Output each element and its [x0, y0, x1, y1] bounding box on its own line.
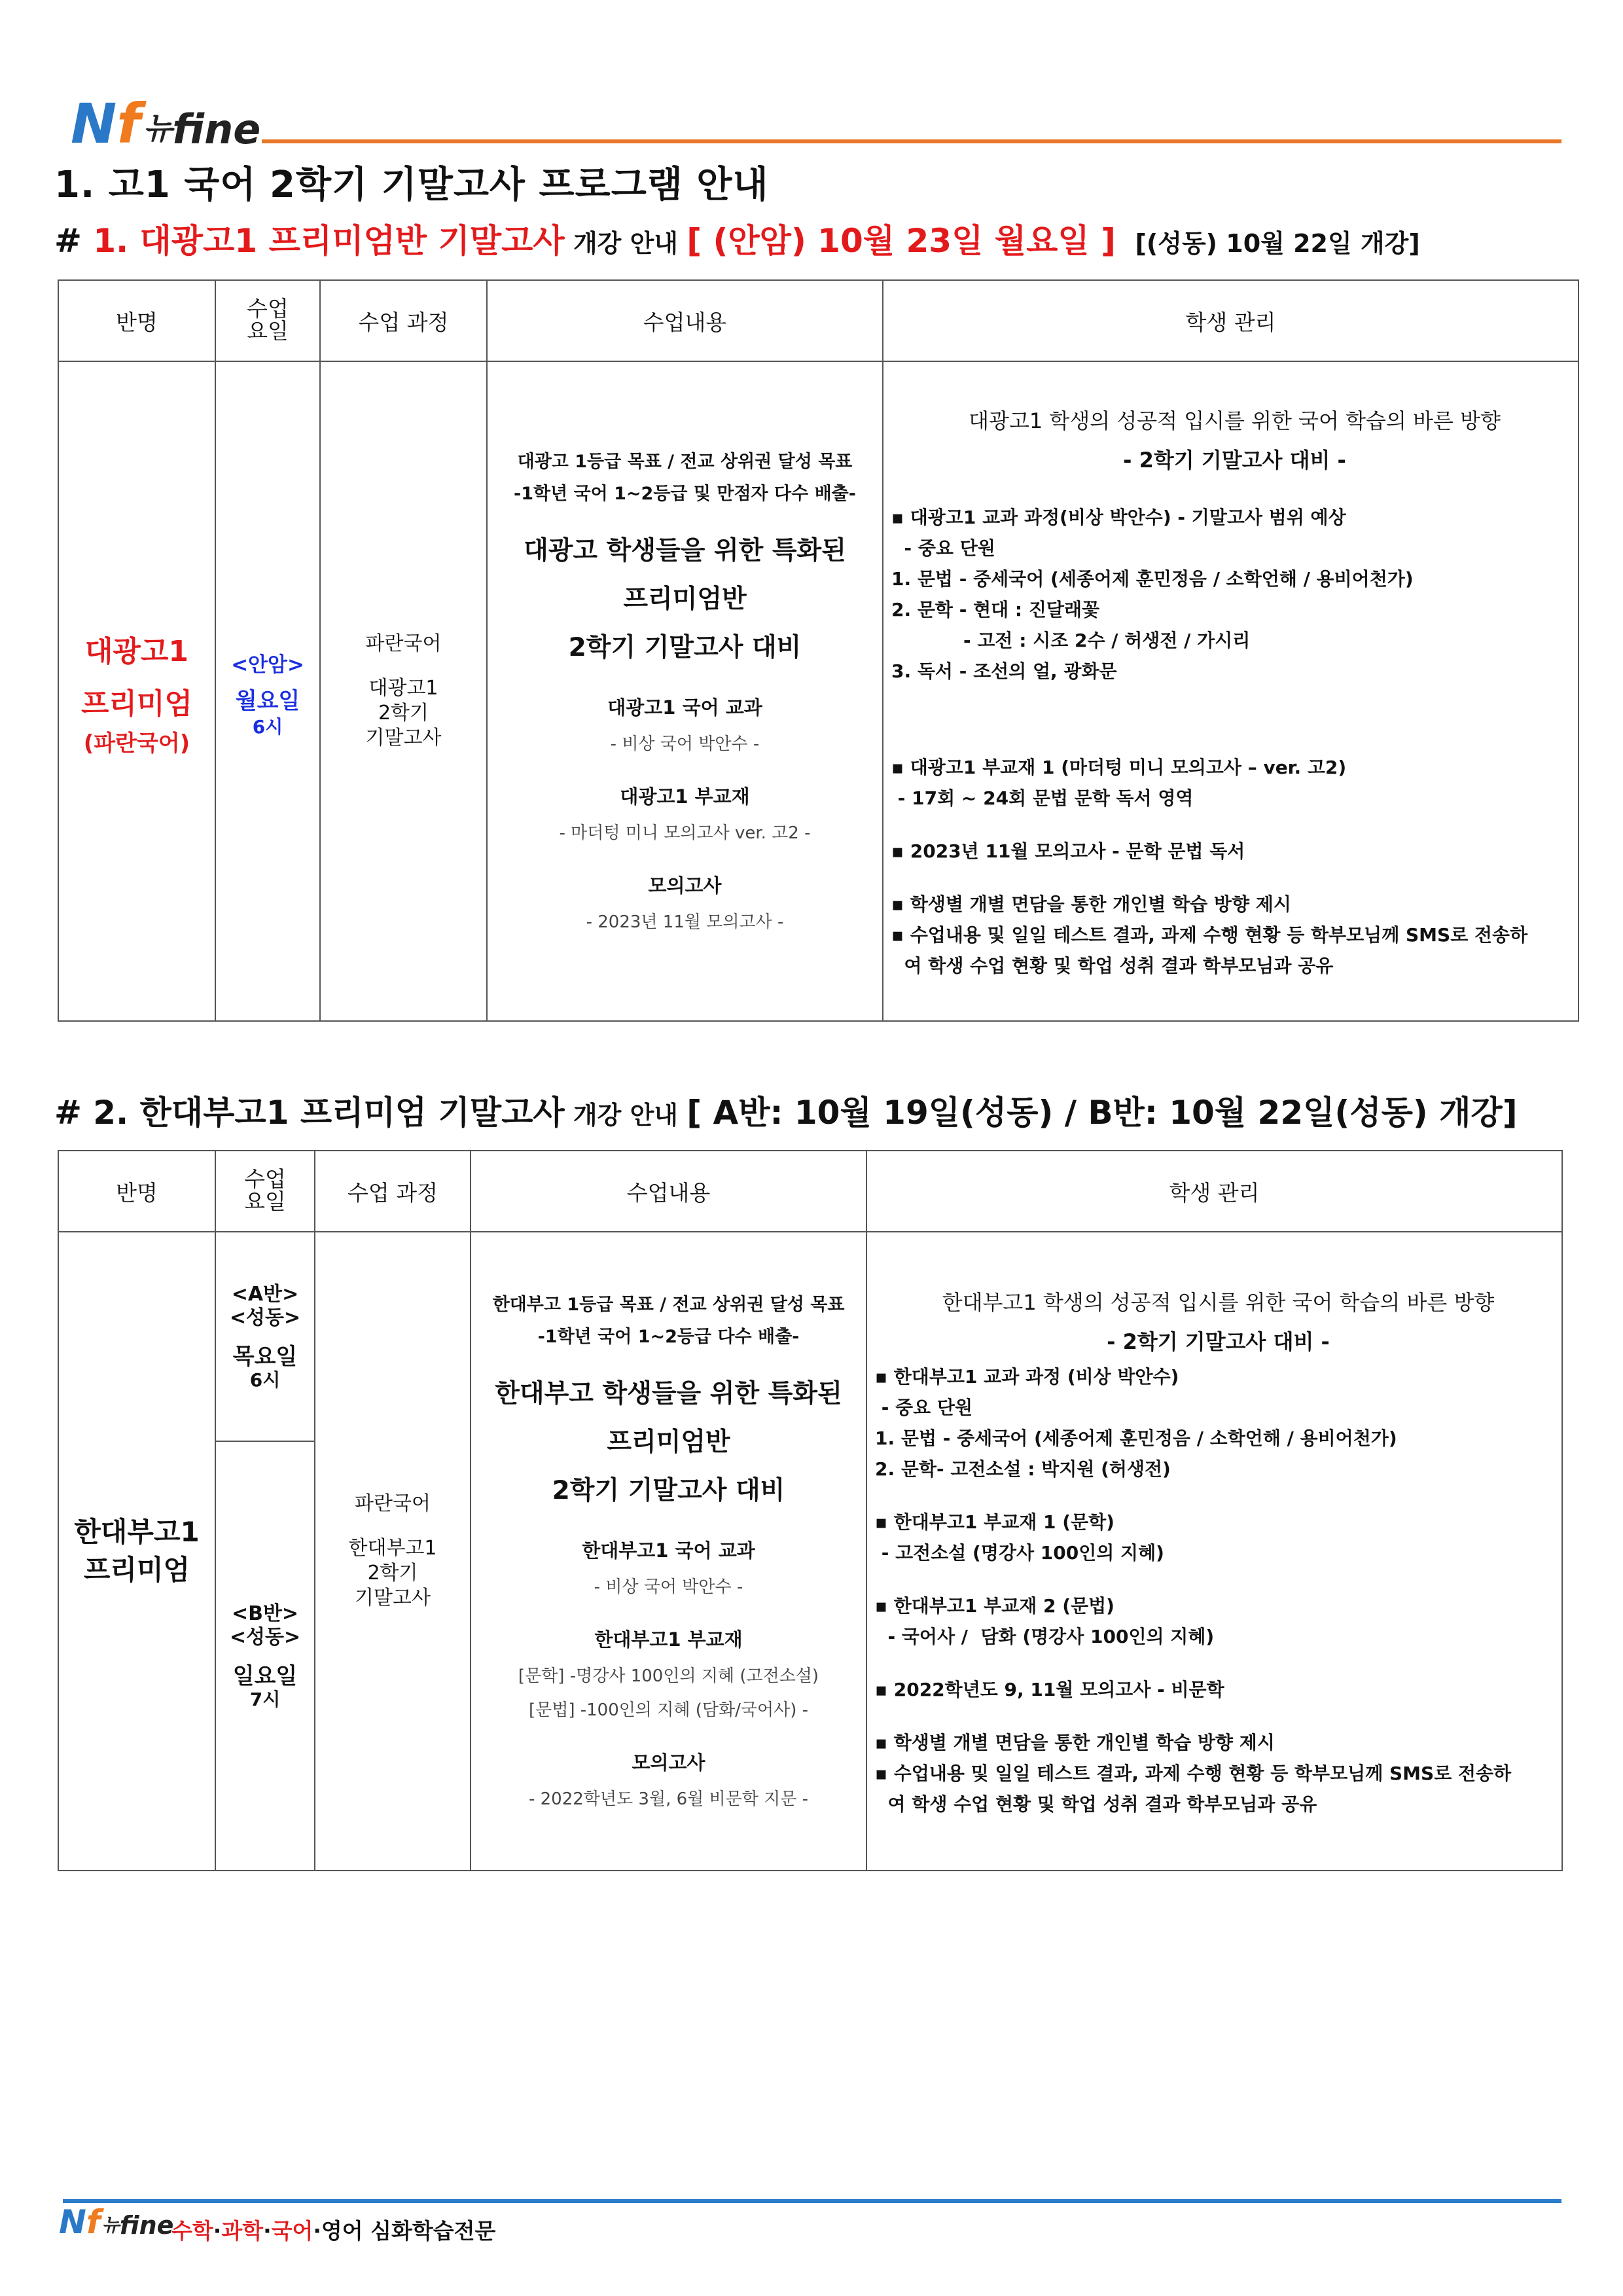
mgmt-line: ▪ 수업내용 및 일일 테스트 결과, 과제 수행 현황 등 학부모님께 SMS로 전송하 [891, 924, 1528, 946]
class-name-cell [58, 361, 215, 1021]
course-4: 기말고사 [355, 1587, 431, 1609]
mgmt-line: - 중요 단원 [875, 1397, 973, 1418]
footer-dot: · [213, 2218, 222, 2244]
course-1: 파란국어 [355, 1492, 431, 1515]
course-cell [315, 1232, 471, 1871]
footer-specialty: 심화학습전문 [370, 2218, 496, 2244]
footer-subject: 국어 [271, 2218, 313, 2244]
header-content: 수업내용 [487, 280, 883, 361]
mgmt-title-1: 대광고1 학생의 성공적 입시를 위한 국어 학습의 바른 방향 [969, 408, 1501, 433]
header-content: 수업내용 [471, 1151, 866, 1232]
mgmt-line: 1. 문법 - 중세국어 (세종어제 훈민정음 / 소학언해 / 용비어천가) [891, 568, 1414, 590]
logo-mark: Nf [71, 92, 141, 156]
footer-logo-ko: 뉴 [101, 2214, 120, 2236]
b-day: 일요일 [232, 1663, 298, 1689]
footer-logo-en: fine [119, 2211, 174, 2240]
table-header-row [58, 1151, 1562, 1232]
table-row [58, 1232, 1562, 1441]
mgmt-line: ▪ 2023년 11월 모의고사 - 문학 문법 독서 [891, 840, 1245, 862]
content-big-1: 대광고 학생들을 위한 특화된 [524, 536, 846, 565]
class-name-1: 한대부고1 [74, 1516, 200, 1548]
mgmt-line: ▪ 한대부고1 부교재 1 (문학) [875, 1511, 1115, 1533]
section2-tail: [ A반: 10월 19일(성동) / B반: 10월 22일(성동) 개강] [687, 1094, 1518, 1132]
table-row [58, 361, 1578, 1021]
mgmt-line: ▪ 수업내용 및 일일 테스트 결과, 과제 수행 현황 등 학부모님께 SMS로 전송하 [875, 1763, 1512, 1784]
mgmt-line: 3. 독서 - 조선의 얼, 광화문 [891, 660, 1117, 682]
footer-subject: ·영어 [313, 2218, 371, 2244]
content-big-2: 프리미엄반 [607, 1427, 730, 1457]
footer-tagline [171, 2214, 495, 2245]
mgmt-line: - 중요 단원 [891, 537, 995, 559]
footer-subject: 과학 [221, 2218, 264, 2244]
header-management: 학생 관리 [883, 280, 1578, 361]
section2-title: # 2. 한대부고1 프리미엄 기말고사 [54, 1094, 565, 1132]
section2-heading [54, 1086, 1518, 1134]
b-class-cell [215, 1441, 315, 1871]
header-course: 수업 과정 [315, 1151, 471, 1232]
mgmt-line: - 고전 : 시조 2수 / 허생전 / 가시리 [963, 630, 1251, 651]
mgmt-line: - 국어사 / 담화 (명강사 100인의 지혜) [875, 1626, 1215, 1647]
section1-title: 1. 대광고1 프리미엄반 기말고사 [93, 222, 565, 260]
content-big-2: 프리미엄반 [623, 584, 747, 614]
content-big-1: 한대부고 학생들을 위한 특화된 [495, 1379, 842, 1408]
footer-divider [63, 2199, 1561, 2203]
section2-table [58, 1150, 1563, 1871]
mgmt-line: 여 학생 수업 현황 및 학업 성취 결과 학부모님과 공유 [875, 1793, 1317, 1815]
section1-mid: 개강 안내 [564, 229, 687, 258]
mgmt-line: - 17회 ~ 24회 문법 문학 독서 영역 [891, 787, 1194, 809]
mgmt-line: ▪ 대광고1 부교재 1 (마더텅 미니 모의고사 – ver. 고2) [891, 757, 1347, 778]
mock-desc: - 2022학년도 3월, 6월 비문학 지문 - [528, 1789, 809, 1809]
header-day: 수업 요일 [215, 1151, 315, 1232]
subbook-desc-1: [문학] -명강사 100인의 지혜 (고전소설) [518, 1666, 819, 1686]
mgmt-title-2: - 2학기 기말고사 대비 - [1107, 1329, 1330, 1354]
table-header-row [58, 280, 1578, 361]
time-label: 6시 [252, 716, 283, 738]
section1-date: [ (안암) 10월 23일 월요일 ] [687, 222, 1116, 260]
mock-desc: - 2023년 11월 모의고사 - [586, 912, 784, 932]
management-cell [883, 361, 1578, 1021]
header-class: 반명 [58, 280, 215, 361]
section1-heading [54, 215, 1420, 262]
a-time: 6시 [249, 1369, 281, 1391]
mock-title: 모의고사 [632, 1751, 705, 1774]
class-name-2: 프리미엄 [83, 1554, 190, 1586]
course-cell [320, 361, 487, 1021]
course-2: 대광고1 [368, 677, 438, 700]
mgmt-line: ▪ 학생별 개별 면담을 통한 개인별 학습 방향 제시 [891, 893, 1291, 915]
section2-mid: 개강 안내 [564, 1101, 687, 1130]
day-cell [215, 361, 320, 1021]
a-class-loc: <성동> [229, 1306, 301, 1329]
textbook-desc: - 비상 국어 박안수 - [594, 1577, 743, 1597]
goal-line-1: 대광고 1등급 목표 / 전교 상위권 달성 목표 [517, 452, 853, 472]
mgmt-line: 여 학생 수업 현황 및 학업 성취 결과 학부모님과 공유 [891, 955, 1334, 977]
content-cell [487, 361, 883, 1021]
subbook-desc-2: [문법] -100인의 지혜 (담화/국어사) - [528, 1700, 809, 1720]
section1-table [58, 279, 1579, 1022]
textbook-title: 대광고1 국어 교과 [607, 696, 762, 719]
goal-line-2: -1학년 국어 1~2등급 및 만점자 다수 배출- [514, 484, 856, 504]
mock-title: 모의고사 [648, 874, 722, 897]
page-title: 1. 고1 국어 2학기 기말고사 프로그램 안내 [54, 164, 769, 206]
class-name-cell [58, 1232, 215, 1871]
b-class-loc: <성동> [229, 1626, 301, 1649]
brand-logo [71, 92, 260, 156]
textbook-desc: - 비상 국어 박안수 - [610, 734, 760, 754]
management-cell [866, 1232, 1562, 1871]
course-4: 기말고사 [365, 726, 442, 749]
a-class-label: <A반> [231, 1283, 299, 1306]
mgmt-line: 1. 문법 - 중세국어 (세종어제 훈민정음 / 소학언해 / 용비어천가) [875, 1427, 1397, 1449]
subbook-desc: - 마더텅 미니 모의고사 ver. 고2 - [559, 823, 811, 843]
goal-line-1: 한대부고 1등급 목표 / 전교 상위권 달성 목표 [492, 1295, 845, 1315]
mgmt-title-2: - 2학기 기말고사 대비 - [1123, 448, 1346, 473]
mgmt-line: ▪ 학생별 개별 면담을 통한 개인별 학습 방향 제시 [875, 1732, 1275, 1753]
header-course: 수업 과정 [320, 280, 487, 361]
mgmt-line: ▪ 대광고1 교과 과정(비상 박안수) - 기말고사 범위 예상 [891, 507, 1346, 528]
class-name-2: 프리미엄 [80, 687, 192, 721]
textbook-title: 한대부고1 국어 교과 [582, 1539, 755, 1562]
b-class-label: <B반> [231, 1602, 299, 1625]
a-day: 목요일 [232, 1344, 298, 1370]
a-class-cell [215, 1232, 315, 1441]
mgmt-line: ▪ 2022학년도 9, 11월 모의고사 - 비문학 [875, 1679, 1224, 1700]
mgmt-line: 2. 문학- 고전소설 : 박지원 (허생전) [875, 1458, 1171, 1480]
course-3: 2학기 [378, 702, 429, 725]
subbook-title: 대광고1 부교재 [620, 785, 750, 808]
day-label: 월요일 [235, 688, 300, 714]
course-1: 파란국어 [365, 632, 442, 655]
mgmt-line: 2. 문학 - 현대 : 진달래꽃 [891, 599, 1100, 620]
subbook-title: 한대부고1 부교재 [594, 1628, 743, 1651]
class-name-1: 대광고1 [84, 635, 189, 668]
class-sub: (파란국어) [83, 730, 190, 757]
header-management: 학생 관리 [866, 1151, 1562, 1232]
section1-tail: [(성동) 10월 22일 개강] [1135, 229, 1420, 258]
content-big-3: 2학기 기말고사 대비 [552, 1476, 785, 1505]
header-divider [262, 139, 1561, 143]
logo-en: fine [172, 105, 261, 153]
footer-dot: · [263, 2218, 272, 2244]
header-class: 반명 [58, 1151, 215, 1232]
mgmt-title-1: 한대부고1 학생의 성공적 입시를 위한 국어 학습의 바른 방향 [942, 1290, 1495, 1315]
course-2: 한대부고1 [348, 1537, 437, 1560]
header-day: 수업 요일 [215, 280, 320, 361]
b-time: 7시 [249, 1689, 281, 1710]
goal-line-2: -1학년 국어 1~2등급 다수 배출- [537, 1327, 800, 1347]
course-3: 2학기 [367, 1562, 418, 1585]
mgmt-line: ▪ 한대부고1 부교재 2 (문법) [875, 1595, 1115, 1617]
section1-hash: # [54, 222, 94, 260]
footer-subject: 수학 [171, 2218, 213, 2244]
footer-logo-mark: Nf [59, 2203, 101, 2241]
mgmt-line: ▪ 한대부고1 교과 과정 (비상 박안수) [875, 1366, 1179, 1388]
footer-logo [59, 2203, 173, 2241]
content-cell [471, 1232, 866, 1871]
content-big-3: 2학기 기말고사 대비 [568, 633, 802, 662]
day-location: <안암> [231, 653, 304, 677]
mgmt-line: - 고전소설 (명강사 100인의 지혜) [875, 1542, 1164, 1564]
logo-ko: 뉴 [143, 111, 173, 146]
